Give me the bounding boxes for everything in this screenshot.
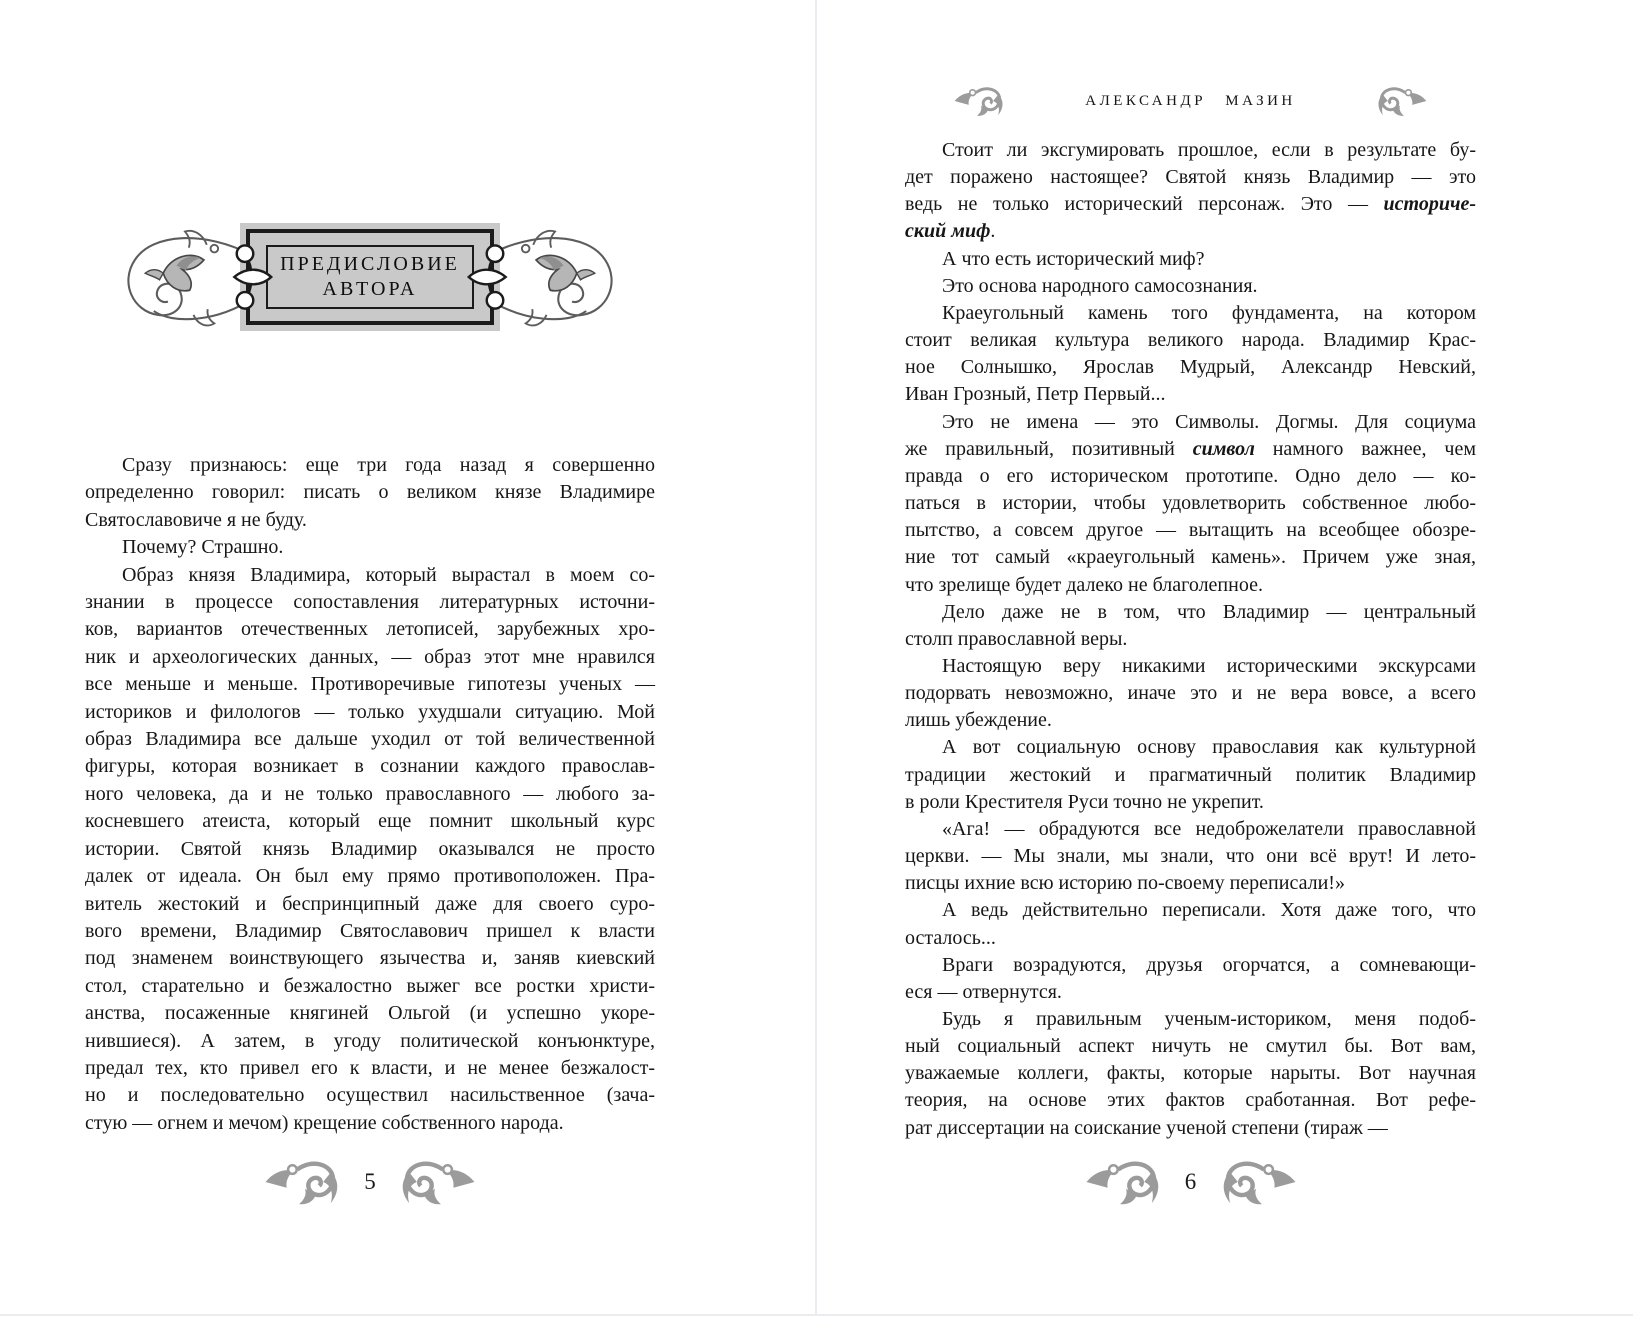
text-line: правда о его историческом прототипе. Одно дело — ко-: [905, 464, 1476, 487]
text-line: пытство, а совсем другое — вытащить на всеобщее обозре-: [905, 519, 1476, 542]
text-line: Настоящую веру никакими историческими экскурсами: [942, 654, 1476, 677]
text-line: паться в истории, чтобы удовлетворить собственное любо-: [905, 492, 1476, 515]
text-line: же правильный, позитивный символ намного важнее, чем: [905, 437, 1476, 460]
cartouche-knob-left-icon: [216, 242, 274, 312]
paragraph: [905, 816, 1476, 897]
text-line: истории. Святой князь Владимир оказывался не просто: [85, 837, 655, 860]
paragraph: [905, 734, 1476, 815]
text-line: лишь убеждение.: [905, 709, 1052, 732]
text-line: ный социальный аспект ничуть не смутил бы. Вот вам,: [905, 1035, 1476, 1058]
text-line: историков и филологов — только ухудшали ситуацию. Мой: [85, 700, 655, 723]
text-line: А что есть исторический миф?: [942, 247, 1205, 270]
text-line: еся — отвернутся.: [905, 980, 1062, 1003]
text-line: под знаменем воинствующего язычества и, заняв киевский: [85, 947, 655, 970]
text-line: ние тот самый «краеугольный камень». Причем уже зная,: [905, 546, 1476, 569]
text-line: осталось...: [905, 926, 996, 949]
text-line: Сразу признаюсь: еще три года назад я совершенно: [122, 454, 655, 476]
left-page: [0, 0, 815, 1314]
text-line: Краеугольный камень того фундамента, на котором: [942, 301, 1476, 324]
text-line: витель жестокий и беспринципный даже для своего суро-: [85, 892, 655, 915]
text-line: косневшего атеиста, который еще помнит школьный курс: [85, 810, 655, 833]
text-line: предал тех, кто привел его к власти, и не менее безжалост-: [85, 1056, 655, 1079]
text-line: вого времени, Владимир Святославович пришел к власти: [85, 919, 655, 942]
text-line: А вот социальную основу православия как культурной: [942, 736, 1476, 759]
footer-swirl-right-icon: [399, 1158, 477, 1206]
text-line: анства, посаженные княгиней Ольгой (и успешно укоре-: [85, 1002, 655, 1025]
chapter-heading: [85, 218, 655, 336]
left-page-footer: [85, 1156, 655, 1208]
text-line: уважаемые коллеги, факты, которые нарыты. Вот научная: [905, 1062, 1476, 1085]
cartouche-frame: [246, 229, 494, 325]
text-line: но и последовательно осуществил насильственное (зача-: [85, 1084, 655, 1107]
text-line: Почему? Страшно.: [122, 536, 284, 559]
text-line: Иван Грозный, Петр Первый...: [905, 383, 1166, 406]
paragraph: [905, 653, 1476, 734]
text-line: А ведь действительно переписали. Хотя даже того, что: [942, 899, 1476, 922]
running-head: [905, 84, 1476, 118]
text-line: далек от идеала. Он был ему прямо противоположен. Пра-: [85, 865, 655, 888]
text-line: Это основа народного самосознания.: [942, 274, 1258, 297]
text-line: Дело даже не в том, что Владимир — центральный: [942, 600, 1476, 623]
text-line: все меньше и меньше. Противоречивые гипотезы ученых —: [85, 673, 655, 696]
paragraph: [85, 534, 655, 561]
text-line: определенно говорил: писать о великом князе Владимире: [85, 481, 655, 504]
text-line: ного человека, да и не только православного — любого за-: [85, 782, 655, 805]
paragraph: [905, 897, 1476, 951]
text-line: Святославовиче я не буду.: [85, 508, 307, 531]
text-line: столп православной веры.: [905, 627, 1128, 650]
paragraph: [905, 246, 1476, 273]
text-line: стоит великая культура великого народа. Владимир Крас-: [905, 329, 1476, 352]
running-head-author: АЛЕКСАНДР МАЗИН: [1085, 92, 1296, 109]
footer-swirl-left-icon: [1084, 1158, 1162, 1206]
text-line: в роли Крестителя Руси точно не укрепит.: [905, 790, 1264, 813]
preface-title-line2: АВТОРА: [322, 278, 418, 300]
head-swirl-left-icon: [929, 85, 1029, 117]
left-page-body-text: [85, 452, 655, 1137]
paragraph: [905, 409, 1476, 599]
text-line: подорвать невозможно, иначе это и не вера вовсе, а всего: [905, 682, 1476, 705]
text-line: ков, вариантов отечественных летописей, зарубежных хро-: [85, 618, 655, 641]
text-line: нившиеся). А затем, в угоду политической конъюнктуре,: [85, 1029, 655, 1052]
text-line: рат диссертации на соискание ученой степени (тираж —: [905, 1116, 1388, 1139]
cartouche-inner: [266, 245, 474, 309]
paragraph: [85, 452, 655, 534]
text-line: Образ князя Владимира, который вырастал в моем со-: [122, 563, 655, 586]
text-line: «Ага! — обрадуются все недоброжелатели православной: [942, 817, 1476, 840]
paragraph: [905, 300, 1476, 409]
text-line: Будь я правильным ученым-историком, меня подоб-: [942, 1008, 1476, 1030]
paragraph: [905, 1006, 1476, 1142]
page-gutter-divider: [815, 0, 817, 1314]
paragraph: [905, 273, 1476, 300]
text-line: дет поражено настоящее? Святой князь Владимир — это: [905, 166, 1476, 189]
paragraph: [905, 137, 1476, 246]
head-swirl-right-icon: [1352, 85, 1452, 117]
right-page-footer: [905, 1156, 1476, 1208]
right-page-body-text: [905, 137, 1476, 1142]
paragraph: [905, 952, 1476, 1006]
text-line: образ Владимира все дальше уходил от той величественной: [85, 728, 655, 751]
text-line: традиции жестокий и прагматичный политик Владимир: [905, 763, 1476, 786]
paragraph: [905, 599, 1476, 653]
footer-swirl-left-icon: [263, 1158, 341, 1206]
text-line: ник и археологических данных, — образ этот мне нравился: [85, 645, 655, 668]
right-page: [817, 0, 1633, 1314]
paragraph: [85, 562, 655, 1138]
footer-swirl-right-icon: [1220, 1158, 1298, 1206]
text-line: что зрелище будет далеко не благолепное.: [905, 573, 1263, 596]
text-line: стол, старательно и безжалостно выжег все ростки христи-: [85, 974, 655, 997]
preface-title-line1: ПРЕДИСЛОВИЕ: [280, 253, 460, 275]
text-line: Враги возрадуются, друзья огорчатся, а сомневающи-: [942, 953, 1476, 976]
text-line: знании в процессе сопоставления литературных источни-: [85, 591, 655, 614]
text-line: Это не имена — это Символы. Догмы. Для социума: [942, 410, 1476, 433]
text-line: стую — огнем и мечом) крещение собственного народа.: [85, 1111, 564, 1134]
bottom-edge-line: [0, 1314, 1633, 1316]
text-line: церкви. — Мы знали, мы знали, что они всё врут! И лето-: [905, 845, 1476, 868]
text-line: ведь не только исторический персонаж. Это — историче-: [905, 193, 1476, 216]
preface-title-cartouche: [240, 223, 500, 331]
text-line: писцы ихние всю историю по-своему переписали!»: [905, 872, 1345, 895]
left-page-number: 5: [364, 1169, 376, 1194]
text-line: ное Солнышко, Ярослав Мудрый, Александр Невский,: [905, 356, 1476, 379]
text-line: теория, на основе этих фактов сработанная. Вот рефе-: [905, 1089, 1476, 1112]
text-line: Стоит ли эксгумировать прошлое, если в результате бу-: [942, 139, 1476, 161]
right-page-number: 6: [1184, 1169, 1197, 1194]
cartouche-knob-right-icon: [466, 242, 524, 312]
text-line: ский миф.: [905, 220, 996, 243]
text-line: фигуры, которая возникает в сознании каждого православ-: [85, 755, 655, 778]
